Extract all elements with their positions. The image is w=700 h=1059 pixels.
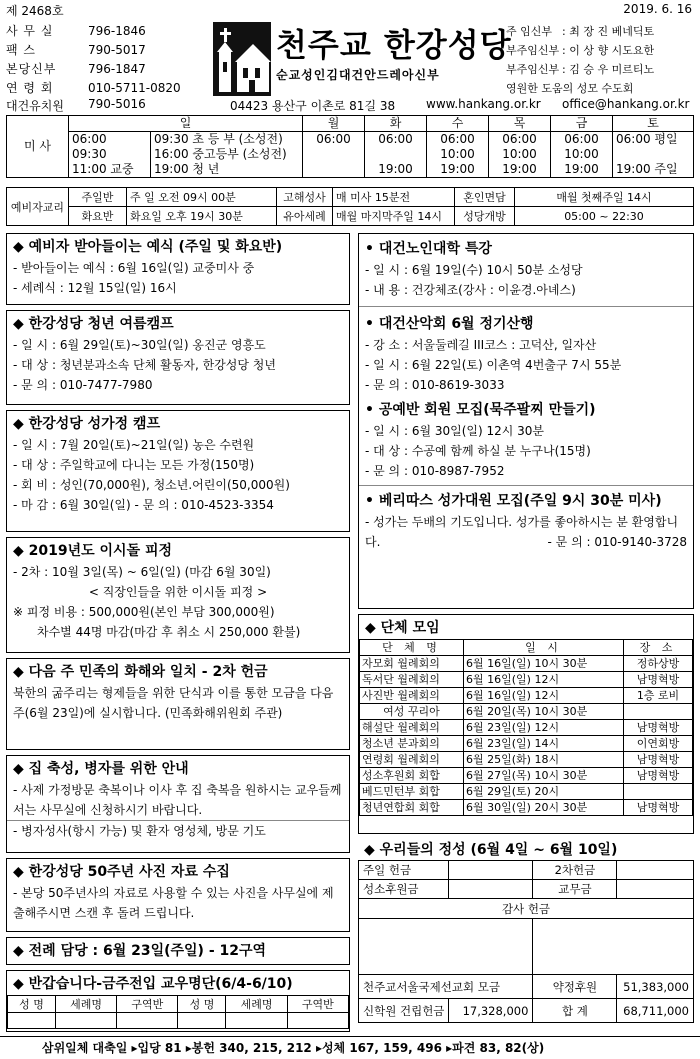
staff-row [506,60,696,79]
email-link[interactable]: office@hankang.or.kr [562,97,690,111]
notice-house-blessing [6,755,350,853]
contact-label: 본당신부 [6,62,57,76]
notice-title: • 베리따스 성가대원 모집(주일 9시 30분 미사) [365,493,662,509]
offering-label: 주일 헌금 [359,861,449,880]
tuesday-mass: 06:00 19:00 [365,132,427,178]
group-meetings [358,614,694,834]
staff-label: 주 임신부 [506,25,553,38]
notice-body: 북한의 굶주리는 형제들을 위한 단식과 이를 통한 모금을 다음 주(6월 23일)에 실시합니다. (민족화해위원회 주관) [13,686,334,720]
notice-photo-collection [6,858,350,932]
notice-title: • 공예반 회원 모집(묵주팔찌 만들기) [365,402,596,418]
notice-line: - 내 용 : 건강체조(강사 : 이윤경.아녜스) [365,283,576,297]
notice-line: - 문 의 : 010-9140-3728 [547,535,687,549]
prep-cell: 유아세례 [277,207,333,226]
table-header: 일 시 [464,640,624,656]
contact-row [6,60,206,79]
staff-row [506,41,696,60]
prep-label: 예비자교리 [7,188,69,226]
table-row: 연령회 월례회의 6월 25일(화) 18시 남명혁방 [360,752,693,768]
prep-cell: 05:00 ~ 22:30 [515,207,694,226]
roster-header: 구역반 [287,996,348,1013]
church-title: 천주교 한강성당 [276,26,512,64]
day-header: 토 [613,116,694,132]
staff-name: : 이 상 향 시도요한 [562,44,655,57]
staff-name: : 김 승 우 미르티노 [562,63,655,76]
notice-title: ◆ 한강성당 청년 여름캠프 [13,316,174,332]
offering-label: 2차헌금 [533,861,617,880]
notice-title: ◆ 한강성당 50주년 사진 자료 수집 [13,864,230,880]
table-row: 해설단 월례회의 6월 23일(일) 12시 남명혁방 [360,720,693,736]
notice-line: - 일 시 : 6월 22일(토) 이촌역 4번출구 7시 55분 [365,358,622,372]
notice-line: - 회 비 : 성인(70,000원), 청소년.어린이(50,000원) [13,478,290,492]
prep-cell: 매월 마지막주일 14시 [333,207,455,226]
contact-row [6,22,206,41]
contact-value: 796-1847 [88,62,146,76]
notice-liturgy-duty [6,937,350,965]
staff-name: : 최 장 진 베네딕토 [562,25,655,38]
table-row: 여성 꾸리아 6월 20일(목) 10시 30분 [360,704,693,720]
notice-title: ◆ 한강성당 성가정 캠프 [13,416,161,432]
day-header: 일 [69,116,303,132]
liturgy-footer: 삼위일체 대축일 ▸입당 81 ▸봉헌 340, 215, 212 ▸성체 167, 159, 496 ▸파견 83, 82(상) [0,1036,700,1058]
notice-line: - 문 의 : 010-7477-7980 [13,378,153,392]
roster-header: 세례명 [226,996,287,1013]
prep-cell: 고해성사 [277,188,333,207]
prep-cell: 화요일 오후 19시 30분 [127,207,277,226]
roster-header: 구역반 [117,996,178,1013]
table-row: 자모회 월례회의 6월 16일(일) 10시 30분 정하상방 [360,656,693,672]
prep-cell: 매 미사 15분전 [333,188,455,207]
prep-class-table [6,187,694,226]
notice-title: • 대건산악회 6월 정기산행 [365,316,534,332]
contact-row [6,79,206,98]
staff-label: 부주임신부 [506,44,560,57]
table-row: 베드민턴부 회합 6월 29일(토) 20시 [360,784,693,800]
thursday-mass: 06:00 10:00 19:00 [489,132,551,178]
notice-title: ◆ 예비자 받아들이는 예식 (주일 및 화요반) [13,239,283,255]
offering-section [358,840,694,1032]
contact-value: 010-5711-0820 [88,81,181,95]
kinder-phone: 790-5016 [88,97,146,111]
notice-body: - 성가는 두배의 기도입니다. 성가를 좋아하시는 분 환영합니다. [365,515,679,549]
offering-label: 교무금 [533,880,617,899]
issue-number: 제 2468호 [6,4,64,18]
notice-line: - 세례식 : 12월 15일(일) 16시 [13,281,177,295]
staff-row [506,79,696,98]
offering-label: 천주교서울국제선교회 모금 [359,975,533,999]
contact-value: 796-1846 [88,24,146,38]
mass-schedule-table [6,115,694,178]
notice-line: - 대 상 : 주일학교에 다니는 모든 가정(150명) [13,458,255,472]
notice-line: - 2차 : 10월 3일(목) ~ 6일(일) (마감 6월 30일) [13,565,271,579]
roster-header: 성 명 [8,996,56,1013]
offering-label: 성소후원금 [359,880,449,899]
table-header: 장 소 [624,640,693,656]
table-row: 사진반 월례회의 6월 16일(일) 12시 1층 로비 [360,688,693,704]
notice-body: - 사제 가정방문 축복이나 이사 후 집 축복을 원하시는 교우들께서는 사무실에 신청하시기 바랍니다. [13,783,342,817]
sunday-mass-b: 09:30 초 등 부 (소성전) 16:00 중고등부 (소성전) 19:00 청 년 [151,132,303,178]
table-row: 독서단 월례회의 6월 16일(일) 12시 남명혁방 [360,672,693,688]
table-row: 청년연합회 회합 6월 30일(일) 20시 30분 남명혁방 [360,800,693,816]
church-logo-icon [213,22,271,96]
day-header: 월 [303,116,365,132]
notice-newcomers [6,970,350,1032]
notice-line: - 일 시 : 6월 19일(수) 10시 50분 소성당 [365,263,583,277]
day-header: 금 [551,116,613,132]
notice-line: - 대 상 : 수공예 함께 하실 분 누구나(15명) [365,444,591,458]
contact-label: 팩 스 [6,43,36,57]
contact-label: 연 령 회 [6,81,54,95]
right-notices [358,233,694,609]
group-meetings-table [359,639,693,816]
mass-label: 미 사 [7,116,69,178]
notice-title: ◆ 2019년도 이시돌 피정 [13,543,173,559]
website-link[interactable]: www.hankang.or.kr [426,97,541,111]
contact-row [6,41,206,60]
prep-cell: 주일반 [69,188,127,207]
newcomer-table [7,995,349,1029]
offering-amount: 51,383,000 [617,975,694,999]
notice-body: - 본당 50주년사의 자료로 사용할 수 있는 사진을 사무실에 제출해주시면 스캔 후 돌려 드립니다. [13,886,334,920]
prep-cell: 혼인면담 [455,188,515,207]
day-header: 목 [489,116,551,132]
notice-line: - 일 시 : 7월 20일(토)~21일(일) 농은 수련원 [13,438,255,452]
church-subtitle: 순교성인김대건안드레아신부 [276,68,440,82]
offering-total: 68,711,000 [617,999,694,1023]
notice-line: - 문 의 : 010-8619-3033 [365,378,505,392]
offering-label: 합 계 [533,999,617,1023]
notice-catechumen [6,233,350,305]
notice-youth-camp [6,310,350,405]
contact-value: 790-5017 [88,43,146,57]
day-header: 화 [365,116,427,132]
notice-line: ※ 피정 비용 : 500,000원(본인 부담 300,000원) [13,605,275,619]
issue-date: 2019. 6. 16 [623,2,692,16]
notice-line: - 일 시 : 6월 29일(토)~30일(일) 옹진군 영흥도 [13,338,266,352]
prep-cell: 화요반 [69,207,127,226]
prep-cell: 주 일 오전 09시 00분 [127,188,277,207]
contact-list [6,22,206,98]
notice-family-camp [6,410,350,532]
notice-isidore-retreat [6,537,350,653]
notice-title: ◆ 반갑습니다-금주전입 교우명단(6/4-6/10) [13,976,293,992]
staff-row [506,22,696,41]
offering-label: 약정후원 [533,975,617,999]
sunday-mass-a: 06:00 09:30 11:00 교중 [69,132,151,178]
prep-cell: 매월 첫째주일 14시 [515,188,694,207]
roster-header: 세례명 [55,996,116,1013]
monday-mass: 06:00 [303,132,365,178]
offering-label: 감사 헌금 [359,899,694,919]
prep-cell: 성당개방 [455,207,515,226]
notice-line: < 직장인들을 위한 이시돌 피정 > [88,585,268,599]
wednesday-mass: 06:00 10:00 19:00 [427,132,489,178]
postal-address: 04423 용산구 이촌로 81길 38 [230,99,396,113]
table-row: 청소년 분과회의 6월 23일(일) 14시 이연회방 [360,736,693,752]
address-bar [6,97,694,114]
notice-line: - 문 의 : 010-8987-7952 [365,464,505,478]
roster-header: 성 명 [178,996,226,1013]
notice-title: ◆ 우리들의 정성 (6월 4일 ~ 6월 10일) [364,842,618,858]
day-header: 수 [427,116,489,132]
kinder-label: 대건유치원 [6,99,64,113]
notice-title: • 대건노인대학 특강 [365,241,492,257]
notice-title: ◆ 단체 모임 [365,620,440,636]
notice-line: - 일 시 : 6월 30일(일) 12시 30분 [365,424,545,438]
offering-amount: 17,328,000 [449,999,533,1023]
notice-title: ◆ 다음 주 민족의 화해와 일치 - 2차 헌금 [13,664,268,680]
friday-mass: 06:00 10:00 19:00 [551,132,613,178]
notice-title: ◆ 전례 담당 : 6월 23일(주일) - 12구역 [13,943,267,959]
staff-list [506,22,696,98]
notice-line: 차수별 44명 마감(마감 후 취소 시 250,000 환불) [37,625,301,639]
notice-line: - 강 소 : 서울둘레길 III코스 : 고덕산, 일자산 [365,338,597,352]
notice-line: - 병자성사(항시 가능) 및 환자 영성체, 방문 기도 [13,824,266,838]
offering-label: 신학원 건립헌금 [359,999,449,1023]
contact-label: 사 무 실 [6,24,54,38]
notice-line: - 마 감 : 6월 30일(일) - 문 의 : 010-4523-3354 [13,498,274,512]
saturday-mass: 06:00 평일 19:00 주일 [613,132,694,178]
notice-line: - 받아들이는 예식 : 6월 16일(일) 교중미사 중 [13,261,255,275]
staff-label: 영원한 도움의 성모 수도회 [506,82,634,95]
offering-table [358,860,694,1023]
staff-label: 부주임신부 [506,63,560,76]
notice-reconciliation-collection [6,658,350,750]
table-header: 단 체 명 [360,640,464,656]
notice-title: ◆ 집 축성, 병자를 위한 안내 [13,761,189,777]
notice-line: - 대 상 : 청년분과소속 단체 활동자, 한강성당 청년 [13,358,276,372]
table-row: 성소후원회 회합 6월 27일(목) 10시 30분 남명혁방 [360,768,693,784]
